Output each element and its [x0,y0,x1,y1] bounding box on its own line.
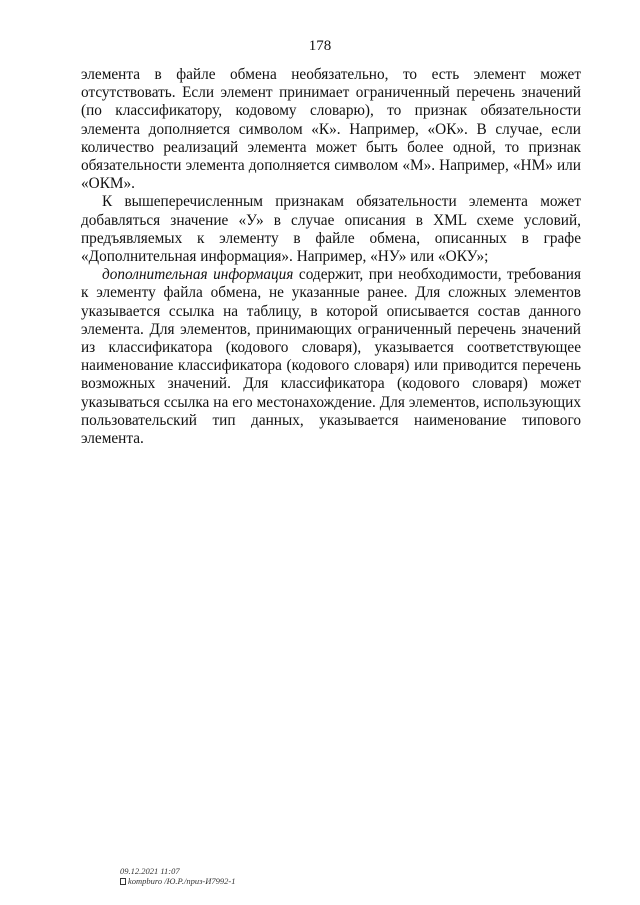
registration-stamp [120,866,235,886]
paragraph-3-text: содержит, при необходимости, требования к элементу файла обмена, не указанные ранее. Для сложных элементов указывается ссылка на таблицу, в которой описывается состав данного элемента. Для элементов, принимающих ограниченный перечень значений из классификатора (кодового словаря), указывается соответствующее наименование классификатора (кодового словаря) или приводится перечень возможных значений. Для классификатора (кодового словаря) может указываться ссылка на его местонахождение. Для элементов, использующих пользовательский тип данных, указывается наименование типового элемента. [81,266,582,448]
document-icon [120,878,126,885]
stamp-date: 09.12.2021 11:07 [120,866,180,876]
paragraph-1: элемента в файле обмена необязательно, то есть элемент может отсутствовать. Если элемент принимает ограниченный перечень значений (по классификатору, кодовому словарю), то признак обязательности элемента дополняется символом «К». Например, «ОК». В случае, если количество реализаций элемента может быть более одной, то признак обязательности элемента дополняется символом «М». Например, «НМ» или «ОКМ». [81,66,581,193]
body-text [81,66,581,448]
paragraph-3 [81,266,581,448]
paragraph-2: К вышеперечисленным признакам обязательности элемента может добавляться значение «У» в случае описания в XML схеме условий, предъявляемых к элементу в файле обмена, описанных в графе «Дополнительная информация». Например, «НУ» или «ОКУ»; [81,193,581,266]
stamp-reference-line [120,876,235,886]
stamp-doc-ref: kompburo /Ю.Р./приз-И7992-1 [128,876,236,886]
paragraph-3-term: дополнительная информация [102,266,294,284]
page-number: 178 [308,38,332,54]
